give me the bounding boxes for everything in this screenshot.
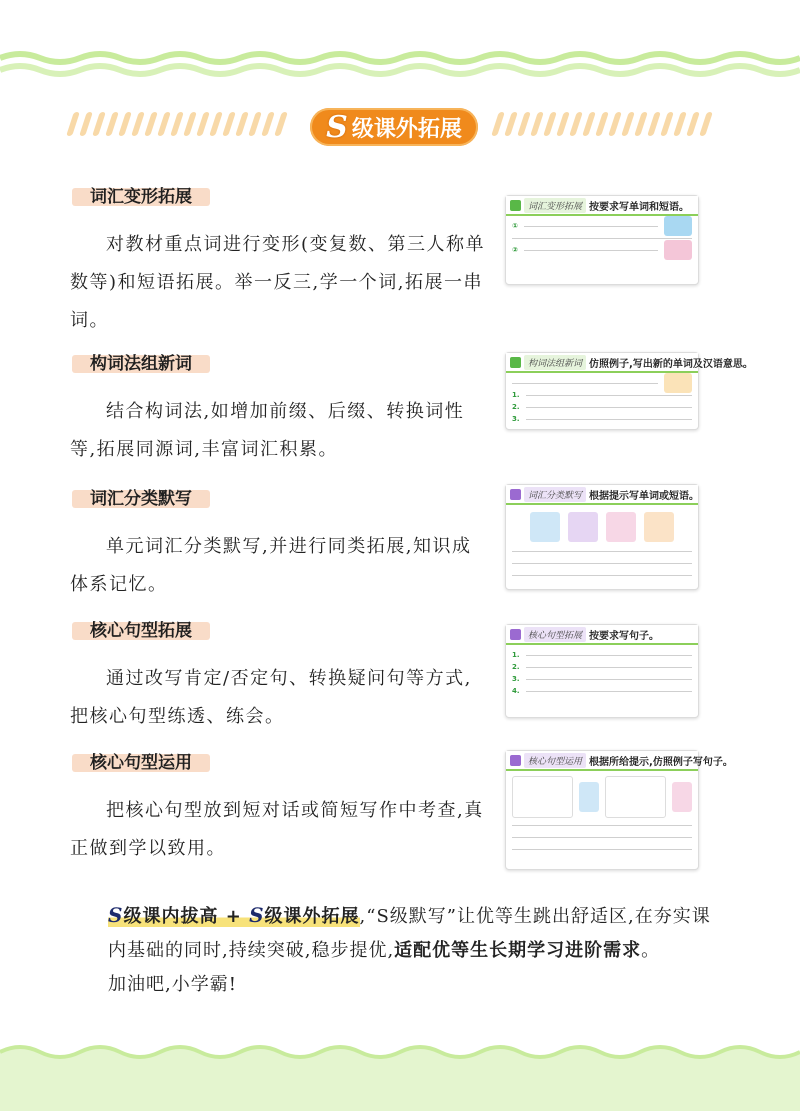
- section-label: 词汇分类默写: [72, 482, 210, 510]
- section-label: 核心句型运用: [72, 746, 210, 774]
- top-wave-border: [0, 0, 800, 90]
- illustration-icon: [664, 216, 692, 236]
- page-title: [310, 108, 478, 146]
- sample-exercise-thumbnail: [505, 484, 699, 590]
- exercise-icon: [510, 200, 521, 211]
- summary-highlight: [108, 903, 360, 927]
- closing-cheer: 加油吧,小学霸!: [108, 974, 237, 995]
- section-description: 结合构词法,如增加前缀、后缀、转换词性等,拓展同源词,丰富词汇积累。: [70, 401, 465, 460]
- exercise-tag: 核心句型运用: [524, 753, 586, 768]
- section-description: 对教材重点词进行变形(变复数、第三人称单数等)和短语拓展。举一反三,学一个词,拓展一串词。: [70, 234, 486, 331]
- page-title-text: 级课外拓展: [351, 116, 462, 142]
- section-title-row: [0, 106, 800, 150]
- illustration-icon: [579, 782, 599, 812]
- section-label: 词汇变形拓展: [72, 180, 210, 208]
- s-level-badge: S: [108, 903, 124, 927]
- illustration-icon: [664, 373, 692, 393]
- exercise-instruction: 按要求写句子。: [589, 630, 660, 642]
- summary-text: 级课内拔高 +: [123, 906, 250, 927]
- summary-text: 级课外拓展: [264, 906, 360, 927]
- exercise-instruction: 仿照例子,写出新的单词及汉语意思。: [589, 358, 753, 370]
- summary-text: 。: [641, 940, 661, 961]
- section-description: 把核心句型放到短对话或简短写作中考查,真正做到学以致用。: [70, 800, 484, 859]
- section-vocab-transform: [70, 180, 500, 340]
- illustration-icon: [664, 240, 692, 260]
- section-label: 核心句型拓展: [72, 614, 210, 642]
- decorative-dashes-left: [70, 112, 284, 142]
- exercise-instruction: 根据所给提示,仿照例子写句子。: [589, 756, 733, 768]
- section-word-formation: [70, 347, 500, 469]
- summary-emphasis: 适配优等生长期学习进阶需求: [394, 940, 642, 961]
- summary-paragraph: [108, 898, 728, 968]
- exercise-tag: 核心句型拓展: [524, 627, 586, 642]
- s-level-badge: S: [326, 109, 348, 145]
- sample-exercise-thumbnail: [505, 352, 753, 430]
- section-description: 通过改写肯定/否定句、转换疑问句等方式,把核心句型练透、练会。: [70, 668, 472, 727]
- exercise-tag: 词汇分类默写: [524, 487, 586, 502]
- decorative-dashes-right: [495, 112, 709, 142]
- exercise-tag: 构词法组新词: [524, 355, 586, 370]
- section-core-sentence-usage: [70, 746, 500, 868]
- section-vocab-dictation: [70, 482, 500, 604]
- exercise-preview: [506, 505, 698, 585]
- exercise-icon: [510, 755, 521, 766]
- exercise-preview: ① ②: [506, 216, 698, 260]
- summary-text: ,“S级默写”让优等生跳出舒适区,在夯实课内基础的同时,持续突破,稳步提优,: [108, 906, 711, 961]
- bottom-wave-border: [0, 1030, 800, 1111]
- exercise-tag: 词汇变形拓展: [524, 198, 586, 213]
- illustration-icon: [606, 512, 636, 542]
- exercise-icon: [510, 629, 521, 640]
- exercise-preview: 1. 2. 3.: [506, 373, 698, 429]
- sample-exercise-thumbnail: [505, 195, 699, 285]
- sample-exercise-thumbnail: [505, 624, 699, 718]
- exercise-instruction: 按要求写单词和短语。: [589, 201, 690, 213]
- section-label: 构词法组新词: [72, 347, 210, 375]
- illustration-icon: [568, 512, 598, 542]
- exercise-instruction: 根据提示写单词或短语。: [589, 490, 700, 502]
- s-level-badge: S: [249, 903, 265, 927]
- exercise-preview: 1. 2. 3. 4.: [506, 645, 698, 701]
- illustration-icon: [530, 512, 560, 542]
- exercise-icon: [510, 357, 521, 368]
- illustration-icon: [644, 512, 674, 542]
- sample-exercise-thumbnail: [505, 750, 733, 870]
- exercise-icon: [510, 489, 521, 500]
- exercise-preview: [506, 771, 698, 859]
- section-core-sentence-expansion: [70, 614, 500, 736]
- section-description: 单元词汇分类默写,并进行同类拓展,知识成体系记忆。: [70, 536, 472, 595]
- illustration-icon: [672, 782, 692, 812]
